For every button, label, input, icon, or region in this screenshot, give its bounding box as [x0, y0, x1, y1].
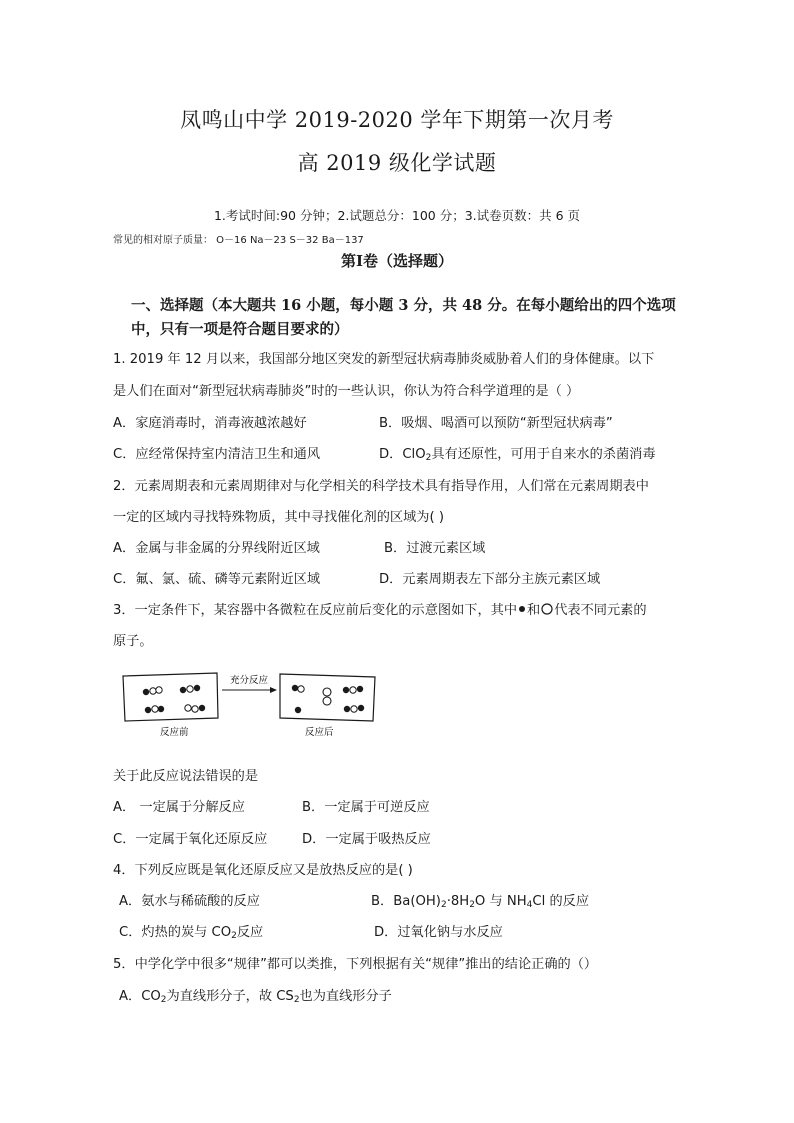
q2-option-c: C．氟、氯、硫、磷等元素附近区域: [113, 572, 321, 587]
hollow-atom-icon: [540, 603, 554, 615]
exam-subtitle: 高 2019 级化学试题: [297, 151, 497, 175]
reaction-diagram: [120, 668, 380, 740]
filled-atom-icon: [517, 603, 527, 615]
section-heading-line1: 一、选择题（本大题共 16 小题，每小题 3 分，共 48 分。在每小题给出的四个选项: [131, 297, 676, 314]
q2-option-a: A．金属与非金属的分界线附近区域: [113, 541, 320, 556]
q1-stem-line2: 是人们在面对“新型冠状病毒肺炎”时的一些认识，你认为符合科学道理的是（ ）: [113, 384, 580, 399]
exam-title: 凤鸣山中学 2019-2020 学年下期第一次月考: [180, 108, 614, 132]
q2-stem-line2: 一定的区域内寻找特殊物质，其中寻找催化剂的区域为( ): [113, 510, 444, 525]
q3-option-a: A． 一定属于分解反应: [113, 800, 245, 815]
q5-option-a: A．$CO_2$为直线形分子，故 $CS_2$也为直线形分子: [119, 989, 392, 1005]
q3-stem-line1: 3．一定条件下，某容器中各微粒在反应前后变化的示意图如下，其中 和 代表不同元素的: [113, 603, 647, 618]
q3-option-d: D．一定属于吸热反应: [302, 832, 431, 847]
q3-stem-line2: 原子。: [113, 634, 153, 649]
arrow-label: 充分反应: [229, 675, 269, 686]
q5-stem: 5．中学化学中很多“规律”都可以类推，下列根据有关“规律”推出的结论正确的（）: [113, 957, 598, 972]
after-label: 反应后: [305, 727, 334, 738]
q3-prompt: 关于此反应说法错误的是: [113, 769, 259, 784]
q1-option-a: A．家庭消毒时，消毒液越浓越好: [113, 416, 307, 431]
before-box: [123, 673, 218, 721]
q1-stem-line1: 1. 2019 年 12 月以来，我国部分地区突发的新型冠状病毒肺炎威胁着人们的身体健康。以下: [113, 352, 655, 367]
q1-option-d: D．ClO$_2$具有还原性，可用于自来水的杀菌消毒: [379, 447, 656, 463]
q3-option-b: B．一定属于可逆反应: [302, 800, 430, 815]
q2-stem-line1: 2．元素周期表和元素周期律对与化学相关的科学技术具有指导作用，人们常在元素周期表中: [113, 479, 649, 494]
section-heading-line2: 中，只有一项是符合题目要求的）: [131, 321, 349, 338]
atomic-masses: 常见的相对原子质量： O－16 Na－23 S－32 Ba－137: [113, 235, 364, 246]
q4-option-d: D．过氧化钠与水反应: [374, 925, 503, 940]
q4-stem: 4．下列反应既是氧化还原反应又是放热反应的是( ): [113, 863, 413, 878]
q2-option-d: D．元素周期表左下部分主族元素区域: [379, 572, 601, 587]
part-title: 第Ⅰ卷（选择题）: [340, 252, 454, 270]
exam-info: 1.考试时间:90 分钟；2.试题总分：100 分；3.试卷页数：共 6 页: [213, 208, 581, 223]
q4-option-c: C．灼热的炭与 $CO_2$反应: [119, 925, 264, 941]
q1-option-b: B．吸烟、喝酒可以预防“新型冠状病毒”: [379, 416, 613, 431]
q1-option-c: C．应经常保持室内清洁卫生和通风: [113, 447, 321, 462]
q4-option-b: B．$Ba(OH)_2\cdot 8H_2O$ 与 $NH_4Cl$ 的反应: [371, 894, 590, 910]
q2-option-b: B．过渡元素区域: [384, 541, 486, 556]
before-label: 反应前: [160, 727, 189, 738]
q3-option-c: C．一定属于氧化还原反应: [113, 832, 268, 847]
q4-option-a: A．氨水与稀硫酸的反应: [119, 894, 260, 909]
